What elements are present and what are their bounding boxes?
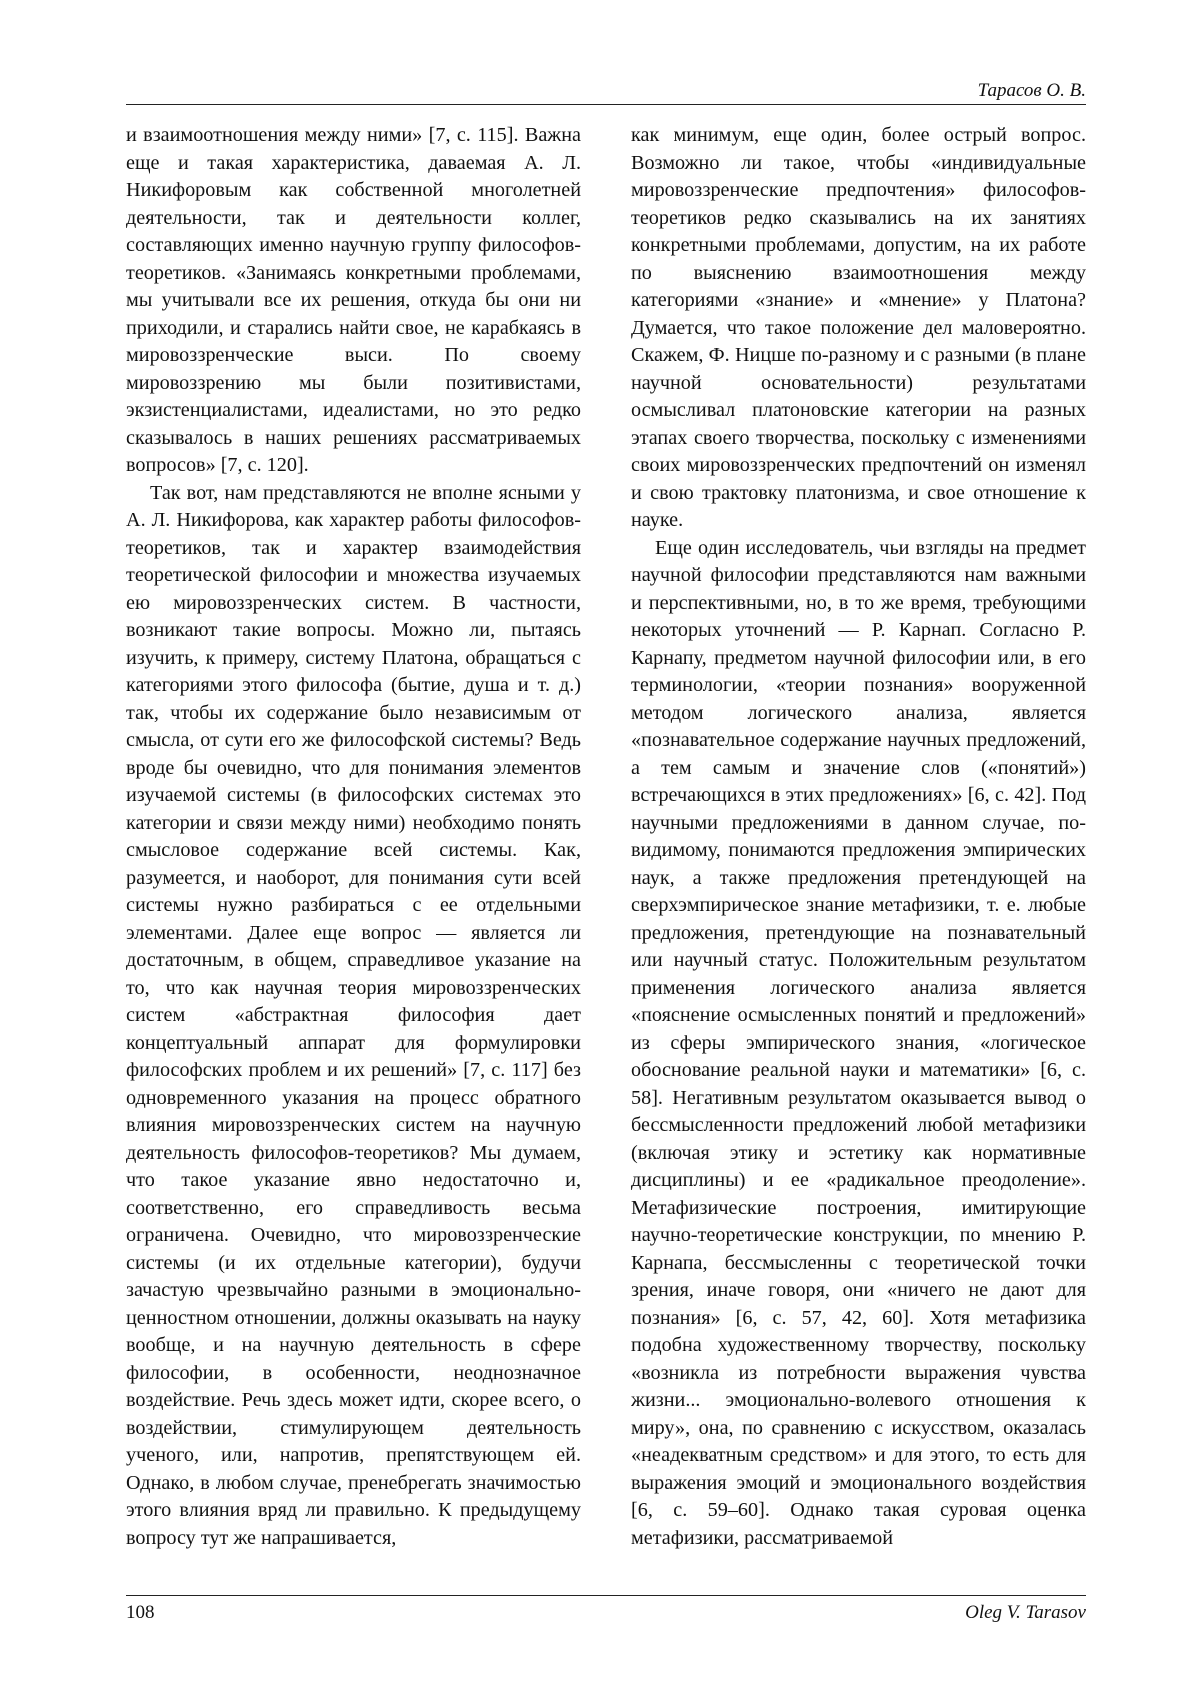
footer-author: Oleg V. Tarasov xyxy=(965,1602,1086,1623)
running-header xyxy=(126,78,1086,106)
page-number: 108 xyxy=(126,1602,155,1623)
right-column xyxy=(631,122,1086,1580)
left-column xyxy=(126,122,581,1580)
paragraph: как минимум, еще один, более острый вопрос. Возможно ли такое, чтобы «индивидуальные мировоззренческие предпочтения» философов-теоретиков редко сказывались на их занятиях конкретными проблемами, допустим, на их работе по выяснению взаимоотношения между категориями «знание» и «мнение» у Платона? Думается, что такое положение дел маловероятно. Скажем, Ф. Ницше по-разному и с разными (в плане научной основательности) результатами осмысливал платоновские категории на разных этапах своего творчества, поскольку с изменениями своих мировоззренческих предпочтений он изменял и свою трактовку платонизма, и свое отношение к науке. xyxy=(631,124,1086,531)
footer-rule xyxy=(126,1595,1086,1596)
header-rule xyxy=(126,104,1086,105)
running-footer xyxy=(126,1602,1086,1630)
header-author: Тарасов О. В. xyxy=(977,80,1086,101)
paragraph: Еще один исследователь, чьи взгляды на предмет научной философии представляются нам важными и перспективными, но, в то же время, требующими некоторых уточнений — Р. Карнап. Согласно Р. Карнапу, предметом научной философии или, в его терминологии, «теории познания» вооруженной методом логического анализа, является «познавательное содержание научных предложений, а тем самым и значение слов («понятий») встречающихся в этих предложениях» [6, с. 42]. Под научными предложениями в данном случае, по-видимому, понимаются предложения эмпирических наук, а также предложения претендующей на сверхэмпирическое знание метафизики, т. е. любые предложения, претендующие на познавательный или научный статус. Положительным результатом применения логического анализа является «пояснение осмысленных понятий и предложений» из сферы эмпирического знания, «логическое обоснование реальной науки и математики» [6, с. 58]. Негативным результатом оказывается вывод о бессмысленности предложений любой метафизики (включая этику и эстетику как нормативные дисциплины) и ее «радикальное преодоление». Метафизические построения, имитирующие научно-теоретические конструкции, по мнению Р. Карнапа, бессмысленны с теоретической точки зрения, иначе говоря, они «ничего не дают для познания» [6, с. 57, 42, 60]. Хотя метафизика подобна художественному творчеству, поскольку «возникла из потребности выражения чувства жизни... эмоционально-волевого отношения к миру», она, по сравнению с искусством, оказалась «неадекватным средством» и для этого, то есть для выражения эмоций и эмоционального воздействия [6, с. 59–60]. Однако такая суровая оценка метафизики, рассматриваемой xyxy=(631,536,1086,1549)
paragraph: Так вот, нам представляются не вполне ясными у А. Л. Никифорова, как характер работы философов-теоретиков, так и характер взаимодействия теоретической философии и множества изучаемых ею мировоззренческих систем. В частности, возникают такие вопросы. Можно ли, пытаясь изучить, к примеру, систему Платона, обращаться с категориями этого философа (бытие, душа и т. д.) так, чтобы их содержание было независимым от смысла, от сути его же философской системы? Ведь вроде бы очевидно, что для понимания элементов изучаемой системы (в философских системах это категории и связи между ними) необходимо понять смысловое содержание всей системы. Как, разумеется, и наоборот, для понимания сути всей системы нужно разбираться с ее отдельными элементами. Далее еще вопрос — является ли достаточным, в общем, справедливое указание на то, что как научная теория мировоззренческих систем «абстрактная философия дает концептуальный аппарат для формулировки философских проблем и их решений» [7, с. 117] без одновременного указания на процесс обратного влияния мировоззренческих систем на научную деятельность философов-теоретиков? Мы думаем, что такое указание явно недостаточно и, соответственно, его справедливость весьма ограничена. Очевидно, что мировоззренческие системы (и их отдельные категории), будучи зачастую чрезвычайно разными в эмоционально-ценностном отношении, должны оказывать на науку вообще, и на научную деятельность в сфере философии, в особенности, неоднозначное воздействие. Речь здесь может идти, скорее всего, о воздействии, стимулирующем деятельность ученого, или, напротив, препятствующем ей. Однако, в любом случае, пренебрегать значимостью этого влияния вряд ли правильно. К предыдущему вопросу тут же напрашивается, xyxy=(126,481,581,1549)
paragraph: и взаимоотношения между ними» [7, с. 115]. Важна еще и такая характеристика, даваемая А. Л. Никифоровым как собственной многолетней деятельности, так и деятельности коллег, составляющих именно научную группу философов-теоретиков. «Занимаясь конкретными проблемами, мы учитывали все их решения, откуда бы они ни приходили, и старались найти свое, не карабкаясь в мировоззренческие выси. По своему мировоззрению мы были позитивистами, экзистенциалистами, идеалистами, но это редко сказывалось в наших решениях рассматриваемых вопросов» [7, с. 120]. xyxy=(126,124,581,476)
